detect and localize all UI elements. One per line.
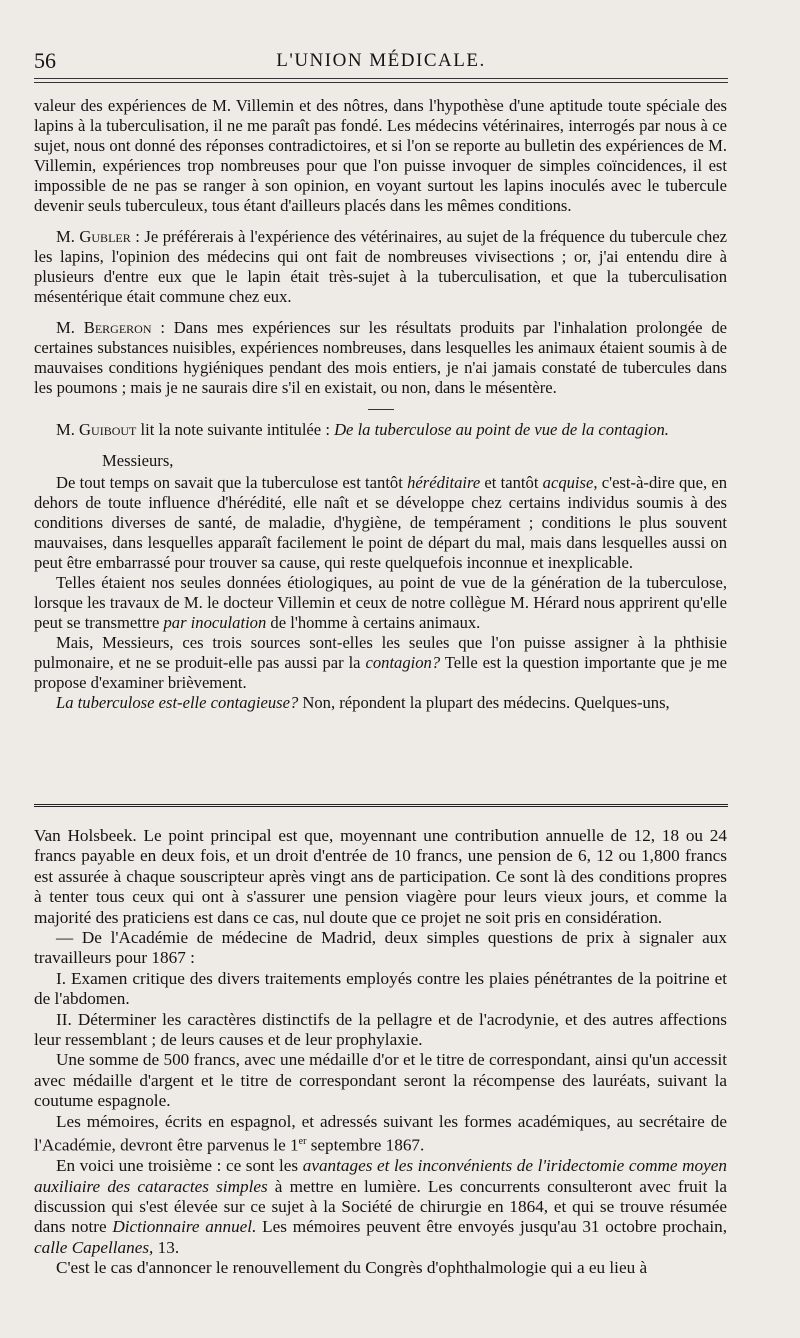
paragraph <box>34 420 727 440</box>
paragraph <box>34 693 727 713</box>
text-italic: Dictionnaire annuel. <box>112 1217 257 1237</box>
text: septembre 1867. <box>306 1135 425 1155</box>
header-rule <box>34 78 728 79</box>
feuilleton-rule <box>34 804 728 807</box>
running-title: L'UNION MÉDICALE. <box>276 50 486 71</box>
text-italic: La tuberculose est-elle contagieuse? <box>56 693 299 712</box>
paragraph: valeur des expériences de M. Villemin et des nôtres, dans l'hypothèse d'une aptitude toute spéciale des lapins à la tuberculisation, il ne me paraît pas fondé. Les médecins vétérinaires, interrogés par nous à ce sujet, nous ont donné des réponses contradictoires, et si l'on se reporte au bulletin des expériences de M. Villemin, expériences trop nombreuses pour que l'on puisse invoquer de simples coïncidences, il est impossible de ne pas se ranger à son opinion, en voyant surtout les lapins inoculés avec le tubercule devenir seuls tuberculeux, tous étant d'ailleurs placés dans les mêmes conditions. <box>34 96 727 215</box>
header-rule-thin <box>34 82 728 83</box>
lower-article <box>34 826 727 1279</box>
text-italic: acquise <box>542 473 594 492</box>
text-italic: par inoculation <box>163 613 267 632</box>
paragraph <box>34 227 727 307</box>
text: De tout temps on savait que la tuberculose est tantôt <box>56 473 408 492</box>
text: de l'homme à certains animaux. <box>266 613 481 632</box>
text: 13. <box>153 1237 180 1257</box>
paragraph: I. Examen critique des divers traitements employés contre les plaies pénétrantes de la poitrine et de l'abdomen. <box>34 968 727 1009</box>
text: à mettre en lumière. Les concurrents consulteront avec fruit la discussion qui s'est élevée sur ce sujet à la Société de chirurgie en 1864, et qui se trouve résumée dans notre <box>34 1176 727 1237</box>
text-italic: avantages et les inconvénients de l'iridectomie comme moyen auxiliaire des cataractes simples <box>34 1156 727 1196</box>
text: Les mémoires peuvent être envoyés jusqu'au 31 octobre prochain, <box>256 1217 727 1237</box>
text: Les mémoires, écrits en espagnol, et adressés suivant les formes académiques, au secrétaire de l'Académie, devront être parvenus le 1 <box>34 1111 727 1155</box>
speaker-name: M. Bergeron <box>56 318 152 337</box>
text: En voici une troisième : ce sont les <box>56 1156 303 1176</box>
superscript: er <box>298 1136 307 1148</box>
note-title: De la tuberculose au point de vue de la contagion. <box>334 420 669 439</box>
speaker-name: M. Gubler <box>56 227 131 246</box>
paragraph: II. Déterminer les caractères distinctifs de la pellagre et de l'acrodynie, et des autres affections leur ressemblant ; de leurs causes et de leur prophylaxie. <box>34 1009 727 1050</box>
paragraph <box>34 573 727 633</box>
paragraph <box>34 1156 727 1258</box>
page-number: 56 <box>34 48 56 73</box>
paragraph <box>34 633 727 693</box>
paragraph <box>34 1112 727 1157</box>
speaker-name: M. Guibout <box>56 420 137 439</box>
text: Telle est la question importante que je me propose d'examiner brièvement. <box>34 653 727 692</box>
text-italic: contagion? <box>365 653 441 672</box>
text: et tantôt <box>480 473 543 492</box>
salutation: Messieurs, <box>102 451 174 470</box>
paragraph <box>34 473 727 573</box>
text: Non, répondent la plupart des médecins. Quelques-uns, <box>298 693 670 712</box>
text: , c'est-à-dire que, en dehors de toute influence d'hérédité, elle naît et se développe chez certains individus soumis à des conditions diverses de santé, de maladie, d'hygiène, de tempérament ; conditions le plus souvent mauvaises, dans lesquelles apparaît facilement le point de départ du mal, mais dans lesquelles aussi on peut être embarrassé pour trouver sa cause, qui reste quelquefois inconnue et inexplicable. <box>34 473 727 572</box>
paragraph-text: : Je préférerais à l'expérience des vétérinaires, au sujet de la fréquence du tubercule chez les lapins, l'opinion des médecins qui ont fait de nombreuses vivisections ; or, j'ai entendu dire à plusieurs d'entre eux que le lapin était très-sujet à la tuberculisation, et que la tuberculisation mésentérique était commune chez eux. <box>34 227 727 306</box>
section-separator <box>368 409 394 410</box>
page-header <box>34 48 728 76</box>
paragraph-text: lit la note suivante intitulée : <box>136 420 335 439</box>
text: Mais, Messieurs, ces trois sources sont-elles les seules que l'on puisse assigner à la phthisie pulmonaire, et ne se produit-elle pas aussi par la <box>34 633 727 672</box>
paragraph-text: : Dans mes expériences sur les résultats produits par l'inhalation prolongée de certaines substances nuisibles, expériences nombreuses, dans lesquelles les animaux étaient soumis à de mauvaises conditions hygiéniques pendant des mois entiers, je n'ai jamais constaté de tubercules dans les poumons ; mais je ne saurais dire s'il en existait, ou non, dans le mésentère. <box>34 318 727 397</box>
paragraph: Une somme de 500 francs, avec une médaille d'or et le titre de correspondant, ainsi qu'un accessit avec médaille d'argent et le titre de correspondant seront la récompense des lauréats, suivant la coutume espagnole. <box>34 1050 727 1111</box>
paragraph: C'est le cas d'annoncer le renouvellement du Congrès d'ophthalmologie qui a eu lieu à <box>56 1258 648 1278</box>
text-italic: héréditaire <box>407 473 481 492</box>
text: Telles étaient nos seules données étiologiques, au point de vue de la génération de la tuberculose, lorsque les travaux de M. le docteur Villemin et ceux de notre collègue M. Hérard nous apprirent qu'elle peut se transmettre <box>34 573 727 632</box>
text-italic: calle Capellanes, <box>34 1237 154 1257</box>
paragraph: Van Holsbeek. Le point principal est que, moyennant une contribution annuelle de 12, 18 ou 24 francs payable en deux fois, et un droit d'entrée de 10 francs, une pension de 6, 12 ou 1,800 francs est assurée à chaque souscripteur après vingt ans de participation. Ce sont là des conditions propres à tenter tous ceux qui ont à s'assurer une pension viagère pour leurs vieux jours, et comme la majorité des praticiens est dans ce cas, nul doute que ce projet ne soit pris en considération. <box>34 826 727 927</box>
upper-article <box>34 96 727 713</box>
paragraph: — De l'Académie de médecine de Madrid, deux simples questions de prix à signaler aux travailleurs pour 1867 : <box>34 928 727 968</box>
paragraph <box>34 318 727 398</box>
